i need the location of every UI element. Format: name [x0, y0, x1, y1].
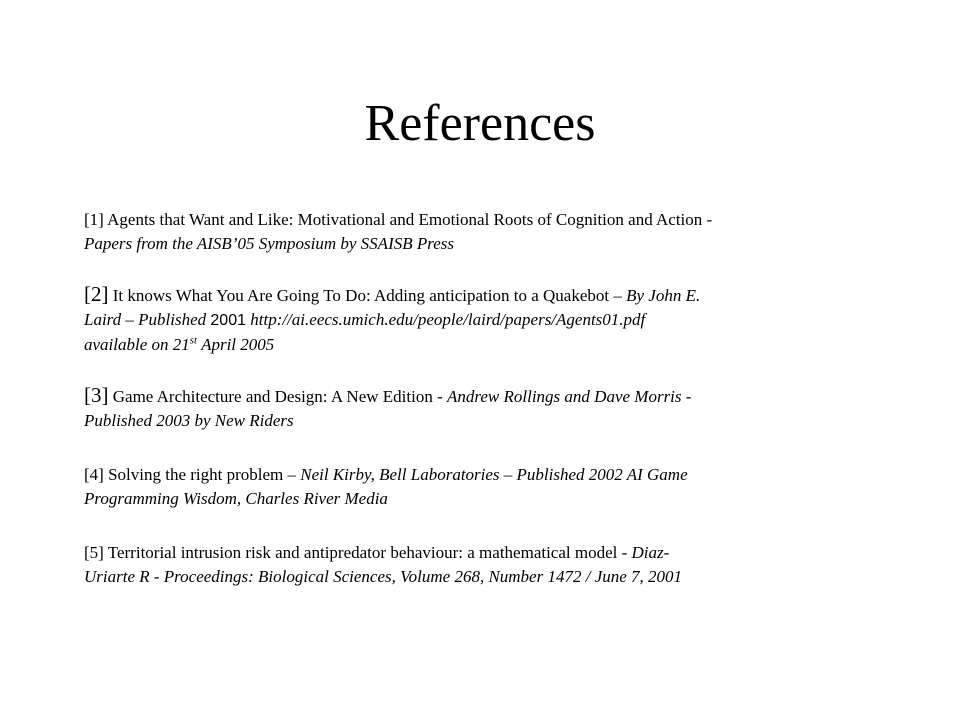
reference-access-month: April 2005 — [201, 335, 275, 354]
reference-author-cont: Laird – Published — [84, 310, 207, 329]
reference-url: http://ai.eecs.umich.edu/people/laird/papers/Agents01.pdf — [250, 310, 646, 329]
reference-item — [84, 383, 884, 433]
reference-line — [84, 282, 884, 308]
reference-author: By John E. — [626, 286, 701, 305]
reference-line — [84, 463, 884, 487]
reference-title: It knows What You Are Going To Do: Adding anticipation to a Quakebot – — [112, 286, 622, 305]
reference-source: Uriarte R - Proceedings: Biological Sciences, Volume 268, Number 1472 / June 7, 2001 — [84, 567, 683, 586]
reference-title: Solving the right problem – — [108, 465, 297, 484]
reference-author: Diaz- — [631, 543, 670, 562]
reference-source: Published 2003 by New Riders — [84, 411, 294, 430]
reference-number: [4] — [84, 465, 104, 484]
reference-line — [84, 208, 884, 232]
reference-title: Game Architecture and Design: A New Edition - — [112, 387, 443, 406]
reference-list — [84, 208, 884, 589]
reference-item — [84, 282, 884, 357]
reference-item — [84, 463, 884, 511]
reference-source: Papers from the AISB’05 Symposium by SSAISB Press — [84, 234, 455, 253]
reference-line — [84, 333, 884, 357]
reference-line — [84, 383, 884, 409]
reference-year: 2001 — [210, 312, 246, 329]
reference-title: Territorial intrusion risk and antipredator behaviour: a mathematical model - — [107, 543, 628, 562]
reference-item — [84, 208, 884, 256]
reference-title: Agents that Want and Like: Motivational and Emotional Roots of Cognition and Action - — [107, 210, 713, 229]
reference-number: [1] — [84, 210, 104, 229]
reference-line — [84, 541, 884, 565]
reference-line — [84, 308, 884, 333]
reference-item — [84, 541, 884, 589]
reference-access-date: available on 21 — [84, 335, 190, 354]
reference-author: Neil Kirby, Bell Laboratories – Published 2002 AI Game — [300, 465, 688, 484]
reference-number: [3] — [84, 383, 109, 407]
reference-source: Programming Wisdom, Charles River Media — [84, 489, 388, 508]
reference-author: Andrew Rollings and Dave Morris - — [447, 387, 692, 406]
ordinal-suffix: st — [189, 334, 198, 347]
page-title: References — [364, 95, 596, 152]
reference-number: [2] — [84, 282, 109, 306]
reference-number: [5] — [84, 543, 104, 562]
